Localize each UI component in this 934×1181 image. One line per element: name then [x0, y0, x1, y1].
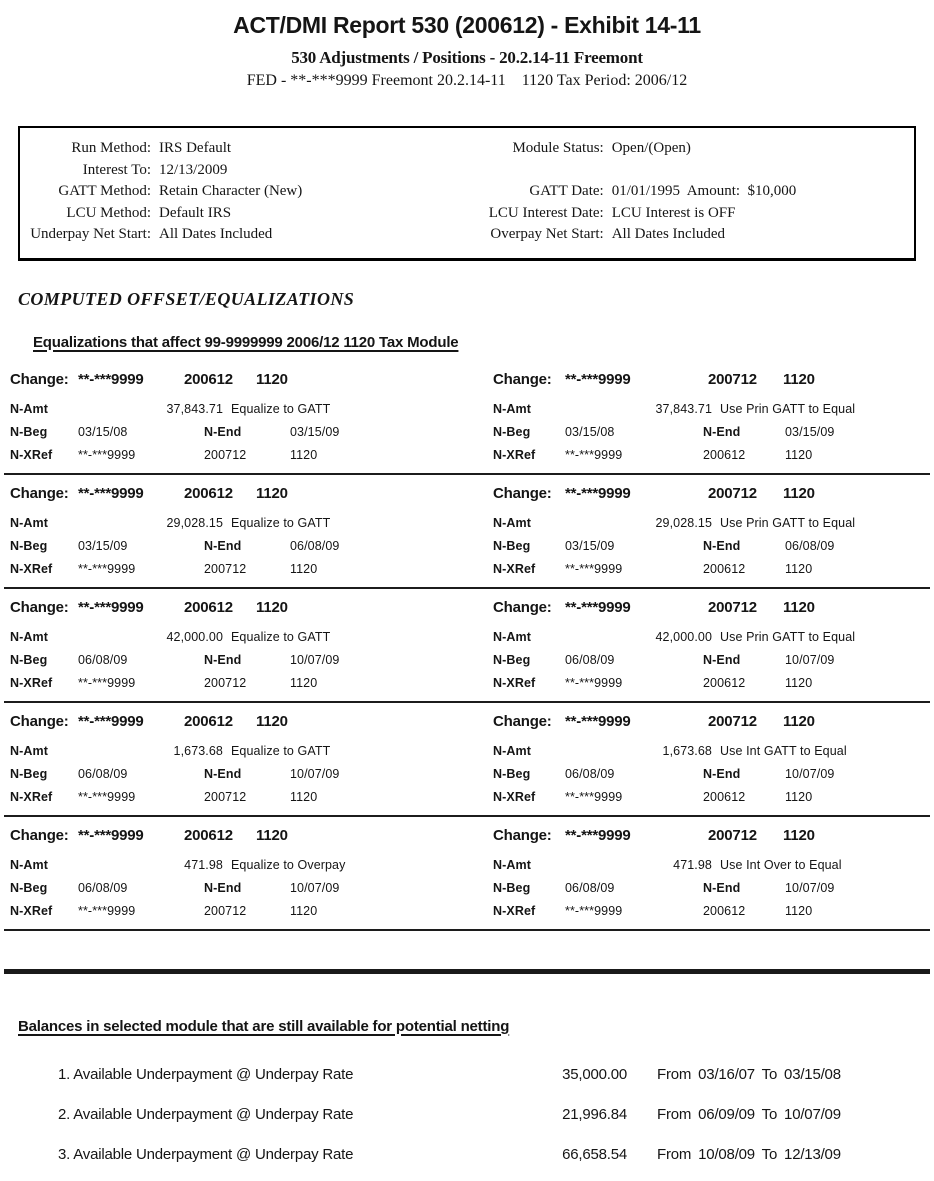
settings-label: Underpay Net Start:	[30, 226, 151, 243]
n-xref-row	[10, 900, 465, 923]
n-xref-row	[493, 900, 926, 923]
n-amt-row	[493, 740, 926, 763]
n-end-label: N-End	[703, 881, 741, 895]
equalization-pair-row	[4, 703, 930, 817]
change-label: Change:	[10, 826, 69, 844]
n-beg-date: 06/08/09	[565, 767, 615, 781]
settings-value: IRS Default	[159, 140, 232, 157]
n-amt-label: N-Amt	[493, 858, 531, 872]
report-title: ACT/DMI Report 530 (200612) - Exhibit 14-11	[233, 12, 701, 38]
n-beg-label: N-Beg	[10, 425, 48, 439]
change-period: 200612	[184, 712, 233, 730]
n-end-label: N-End	[703, 767, 741, 781]
n-xref-row	[493, 444, 926, 467]
settings-label: Run Method:	[71, 140, 151, 157]
settings-label: Overpay Net Start:	[490, 226, 604, 243]
balance-rows	[58, 1055, 934, 1175]
n-amt-value: 37,843.71	[166, 402, 223, 416]
balance-item-label: 1. Available Underpayment @ Underpay Rate	[58, 1066, 354, 1083]
n-amt-label: N-Amt	[10, 516, 48, 530]
n-amt-label: N-Amt	[493, 402, 531, 416]
settings-value: All Dates Included	[611, 226, 726, 243]
equalization-pair-row	[4, 817, 930, 931]
n-xref-tin: **-***9999	[78, 790, 136, 804]
settings-label: Module Status:	[512, 140, 604, 157]
settings-value: Default IRS	[159, 204, 232, 221]
n-end-label: N-End	[204, 767, 242, 781]
settings-value: 01/01/1995 Amount: $10,000	[611, 183, 797, 200]
n-xref-label: N-XRef	[493, 562, 536, 576]
n-amt-label: N-Amt	[10, 858, 48, 872]
n-xref-mft: 1120	[785, 904, 813, 918]
n-xref-tin: **-***9999	[565, 676, 623, 690]
change-mft: 1120	[256, 826, 288, 844]
change-header-row	[10, 481, 465, 512]
equalization-pair-row	[4, 475, 930, 589]
n-xref-row	[493, 786, 926, 809]
settings-label: LCU Interest Date:	[488, 204, 604, 221]
n-end-label: N-End	[703, 653, 741, 667]
balances-heading	[18, 1018, 934, 1035]
n-xref-tin: **-***9999	[565, 790, 623, 804]
n-xref-label: N-XRef	[493, 448, 536, 462]
report-module-line: FED - **-***9999 Freemont 20.2.14-11 1120 Tax Period: 2006/12	[246, 72, 688, 89]
n-xref-label: N-XRef	[493, 676, 536, 690]
n-amt-row	[10, 626, 465, 649]
change-tin: **-***9999	[565, 484, 631, 502]
change-period: 200612	[184, 826, 233, 844]
n-xref-label: N-XRef	[10, 562, 53, 576]
n-amt-row	[493, 398, 926, 421]
change-mft: 1120	[256, 370, 288, 388]
settings-label: GATT Date:	[529, 183, 604, 200]
n-beg-label: N-Beg	[493, 881, 531, 895]
n-beg-label: N-Beg	[493, 425, 531, 439]
balance-amount: 35,000.00	[562, 1066, 627, 1083]
change-label: Change:	[493, 598, 552, 616]
change-label: Change:	[493, 712, 552, 730]
n-beg-label: N-Beg	[10, 653, 48, 667]
change-label: Change:	[10, 712, 69, 730]
equalization-block	[465, 361, 926, 473]
n-xref-row	[10, 786, 465, 809]
n-xref-row	[493, 672, 926, 695]
equalization-pair-row	[4, 361, 930, 475]
n-xref-mft: 1120	[785, 790, 813, 804]
n-xref-tin: **-***9999	[78, 562, 136, 576]
n-end-date: 10/07/09	[290, 653, 340, 667]
n-amt-value: 42,000.00	[166, 630, 223, 644]
n-xref-tin: **-***9999	[78, 448, 136, 462]
n-amt-value: 29,028.15	[655, 516, 712, 530]
n-xref-mft: 1120	[290, 562, 318, 576]
change-header-row	[493, 481, 926, 512]
n-xref-tin: **-***9999	[78, 904, 136, 918]
change-header-row	[493, 709, 926, 740]
n-xref-row	[10, 558, 465, 581]
change-mft: 1120	[783, 370, 815, 388]
change-period: 200712	[708, 712, 757, 730]
n-xref-row	[10, 672, 465, 695]
n-amt-label: N-Amt	[10, 744, 48, 758]
n-xref-period: 200712	[204, 562, 247, 576]
change-label: Change:	[493, 826, 552, 844]
change-tin: **-***9999	[78, 598, 144, 616]
settings-box	[18, 126, 916, 261]
n-amt-description: Equalize to GATT	[231, 516, 331, 530]
n-amt-value: 29,028.15	[166, 516, 223, 530]
n-beg-label: N-Beg	[493, 539, 531, 553]
n-xref-mft: 1120	[785, 676, 813, 690]
n-end-label: N-End	[204, 653, 242, 667]
n-beg-label: N-Beg	[10, 539, 48, 553]
n-xref-label: N-XRef	[10, 676, 53, 690]
equalizations-heading-text: Equalizations that affect 99-9999999 2006/12 1120 Tax Module	[33, 333, 459, 351]
n-amt-description: Equalize to GATT	[231, 402, 331, 416]
balance-date-range: From 10/08/09 To 12/13/09	[657, 1146, 841, 1163]
settings-value: LCU Interest is OFF	[611, 204, 736, 221]
balance-amount: 21,996.84	[562, 1106, 627, 1123]
n-amt-row	[493, 512, 926, 535]
change-period: 200612	[184, 598, 233, 616]
n-xref-tin: **-***9999	[565, 904, 623, 918]
n-beg-row	[493, 877, 926, 900]
change-tin: **-***9999	[78, 712, 144, 730]
change-label: Change:	[493, 370, 552, 388]
n-beg-row	[493, 649, 926, 672]
n-amt-label: N-Amt	[493, 744, 531, 758]
n-amt-value: 1,673.68	[662, 744, 712, 758]
change-tin: **-***9999	[565, 712, 631, 730]
n-xref-label: N-XRef	[10, 904, 53, 918]
section-divider	[4, 969, 930, 974]
change-tin: **-***9999	[78, 484, 144, 502]
n-amt-description: Equalize to GATT	[231, 744, 331, 758]
n-beg-label: N-Beg	[10, 881, 48, 895]
n-end-date: 03/15/09	[290, 425, 340, 439]
settings-value: Open/(Open)	[611, 140, 691, 157]
n-xref-row	[10, 444, 465, 467]
n-beg-date: 06/08/09	[565, 881, 615, 895]
n-xref-period: 200612	[703, 676, 746, 690]
n-amt-row	[10, 854, 465, 877]
n-beg-row	[10, 535, 465, 558]
balance-amount: 66,658.54	[562, 1146, 627, 1163]
equalization-pairs	[0, 361, 934, 931]
change-mft: 1120	[256, 712, 288, 730]
n-xref-period: 200612	[703, 790, 746, 804]
balance-date-range: From 06/09/09 To 10/07/09	[657, 1106, 841, 1123]
n-end-label: N-End	[204, 539, 242, 553]
settings-left-column	[22, 138, 424, 246]
n-amt-description: Use Int GATT to Equal	[720, 744, 847, 758]
settings-label: Interest To:	[82, 161, 151, 178]
n-amt-description: Use Prin GATT to Equal	[720, 630, 856, 644]
change-header-row	[493, 595, 926, 626]
change-label: Change:	[10, 370, 69, 388]
n-amt-description: Use Prin GATT to Equal	[720, 516, 856, 530]
n-beg-date: 06/08/09	[565, 653, 615, 667]
n-xref-period: 200612	[703, 904, 746, 918]
n-xref-tin: **-***9999	[565, 562, 623, 576]
equalization-block	[4, 817, 465, 929]
n-amt-description: Equalize to Overpay	[231, 858, 346, 872]
n-end-date: 03/15/09	[785, 425, 835, 439]
n-beg-row	[10, 877, 465, 900]
settings-label: LCU Method:	[66, 204, 151, 221]
n-beg-date: 03/15/08	[78, 425, 128, 439]
change-header-row	[10, 709, 465, 740]
n-xref-row	[493, 558, 926, 581]
n-xref-mft: 1120	[785, 448, 813, 462]
n-xref-label: N-XRef	[493, 790, 536, 804]
change-tin: **-***9999	[565, 826, 631, 844]
change-mft: 1120	[783, 484, 815, 502]
change-period: 200712	[708, 484, 757, 502]
n-amt-row	[493, 854, 926, 877]
n-xref-tin: **-***9999	[565, 448, 623, 462]
n-amt-label: N-Amt	[493, 516, 531, 530]
change-header-row	[493, 367, 926, 398]
settings-value: Retain Character (New)	[159, 183, 303, 200]
n-xref-mft: 1120	[290, 676, 318, 690]
change-tin: **-***9999	[78, 826, 144, 844]
n-amt-label: N-Amt	[10, 630, 48, 644]
n-end-date: 10/07/09	[290, 881, 340, 895]
n-beg-date: 06/08/09	[78, 881, 128, 895]
change-header-row	[10, 367, 465, 398]
balance-row	[58, 1055, 934, 1095]
equalization-pair-row	[4, 589, 930, 703]
n-end-date: 06/08/09	[290, 539, 340, 553]
n-amt-label: N-Amt	[493, 630, 531, 644]
n-beg-date: 03/15/09	[565, 539, 615, 553]
change-header-row	[10, 595, 465, 626]
change-tin: **-***9999	[565, 598, 631, 616]
equalization-block	[4, 475, 465, 587]
change-tin: **-***9999	[78, 370, 144, 388]
n-beg-label: N-Beg	[10, 767, 48, 781]
change-label: Change:	[493, 484, 552, 502]
n-amt-row	[10, 398, 465, 421]
n-end-label: N-End	[204, 425, 242, 439]
n-end-label: N-End	[703, 425, 741, 439]
n-amt-description: Use Int Over to Equal	[720, 858, 842, 872]
change-period: 200712	[708, 598, 757, 616]
n-end-label: N-End	[703, 539, 741, 553]
n-beg-date: 03/15/09	[78, 539, 128, 553]
change-mft: 1120	[783, 826, 815, 844]
settings-label: GATT Method:	[58, 183, 151, 200]
n-xref-period: 200612	[703, 448, 746, 462]
n-beg-row	[493, 421, 926, 444]
balance-date-range: From 03/16/07 To 03/15/08	[657, 1066, 841, 1083]
n-amt-value: 37,843.71	[655, 402, 712, 416]
n-beg-date: 06/08/09	[78, 767, 128, 781]
change-label: Change:	[10, 598, 69, 616]
n-end-date: 10/07/09	[785, 653, 835, 667]
n-amt-value: 1,673.68	[173, 744, 223, 758]
n-xref-mft: 1120	[290, 448, 318, 462]
n-xref-label: N-XRef	[10, 448, 53, 462]
n-amt-row	[10, 512, 465, 535]
n-beg-row	[493, 763, 926, 786]
change-mft: 1120	[256, 484, 288, 502]
n-beg-row	[10, 649, 465, 672]
n-amt-description: Equalize to GATT	[231, 630, 331, 644]
change-period: 200612	[184, 370, 233, 388]
change-period: 200612	[184, 484, 233, 502]
n-amt-value: 42,000.00	[655, 630, 712, 644]
computed-offset-heading: COMPUTED OFFSET/EQUALIZATIONS	[18, 288, 355, 309]
change-period: 200712	[708, 826, 757, 844]
equalization-block	[465, 475, 926, 587]
n-end-date: 06/08/09	[785, 539, 835, 553]
change-label: Change:	[10, 484, 69, 502]
n-beg-label: N-Beg	[493, 767, 531, 781]
change-mft: 1120	[783, 598, 815, 616]
n-amt-label: N-Amt	[10, 402, 48, 416]
balance-row	[58, 1095, 934, 1135]
n-xref-label: N-XRef	[493, 904, 536, 918]
n-xref-period: 200712	[204, 904, 247, 918]
n-amt-value: 471.98	[184, 858, 223, 872]
equalization-block	[465, 817, 926, 929]
equalization-block	[4, 589, 465, 701]
report-header	[0, 0, 934, 90]
change-header-row	[10, 823, 465, 854]
report-subtitle: 530 Adjustments / Positions - 20.2.14-11 Freemont	[291, 48, 643, 67]
change-mft: 1120	[783, 712, 815, 730]
n-xref-period: 200712	[204, 790, 247, 804]
n-xref-label: N-XRef	[10, 790, 53, 804]
n-end-date: 10/07/09	[785, 767, 835, 781]
n-amt-description: Use Prin GATT to Equal	[720, 402, 856, 416]
n-beg-date: 06/08/09	[78, 653, 128, 667]
n-xref-mft: 1120	[290, 904, 318, 918]
change-header-row	[493, 823, 926, 854]
settings-value: All Dates Included	[159, 226, 273, 243]
n-end-date: 10/07/09	[290, 767, 340, 781]
equalization-block	[465, 703, 926, 815]
n-beg-label: N-Beg	[493, 653, 531, 667]
balance-item-label: 2. Available Underpayment @ Underpay Rate	[58, 1106, 354, 1123]
equalization-block	[4, 361, 465, 473]
n-xref-mft: 1120	[785, 562, 813, 576]
n-beg-row	[10, 421, 465, 444]
n-xref-period: 200712	[204, 448, 247, 462]
n-beg-date: 03/15/08	[565, 425, 615, 439]
change-mft: 1120	[256, 598, 288, 616]
n-xref-mft: 1120	[290, 790, 318, 804]
change-period: 200712	[708, 370, 757, 388]
n-amt-row	[10, 740, 465, 763]
n-amt-value: 471.98	[673, 858, 712, 872]
n-end-label: N-End	[204, 881, 242, 895]
balances-heading-text: Balances in selected module that are still available for potential netting	[18, 1017, 510, 1035]
n-amt-row	[493, 626, 926, 649]
change-tin: **-***9999	[565, 370, 631, 388]
n-end-date: 10/07/09	[785, 881, 835, 895]
settings-right-column	[442, 138, 914, 246]
n-beg-row	[10, 763, 465, 786]
balance-item-label: 3. Available Underpayment @ Underpay Rate	[58, 1146, 354, 1163]
settings-value: 12/13/2009	[159, 161, 228, 178]
n-xref-period: 200712	[204, 676, 247, 690]
equalization-block	[4, 703, 465, 815]
balance-row	[58, 1135, 934, 1175]
equalization-block	[465, 589, 926, 701]
n-beg-row	[493, 535, 926, 558]
n-xref-tin: **-***9999	[78, 676, 136, 690]
equalizations-heading	[33, 334, 934, 351]
n-xref-period: 200612	[703, 562, 746, 576]
